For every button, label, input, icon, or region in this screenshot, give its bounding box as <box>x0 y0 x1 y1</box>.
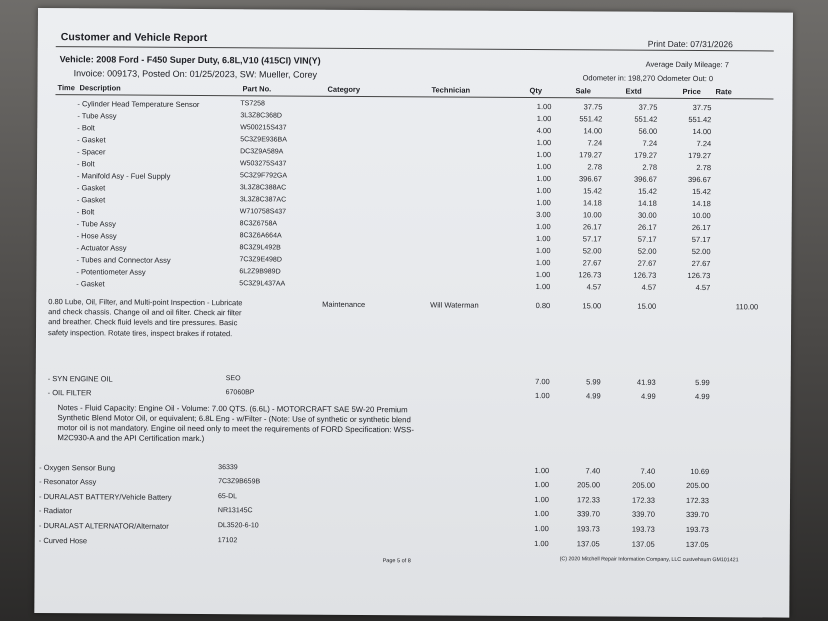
qty: 1.00 <box>536 138 552 148</box>
extended: 205.00 <box>632 480 656 490</box>
part-number: W503275S437 <box>240 160 287 168</box>
extended: 137.05 <box>631 539 655 549</box>
price: 396.67 <box>687 174 711 185</box>
fluid-notes: Notes - Fluid Capacity: Engine Oil - Volume: 7.00 QTS. (6.6L) - MOTORCRAFT SAE 5W-20 Premium Synthetic Blend Motor Oil, or equivalent; 6.8L Eng - w/Filter - (Note: Use of synthetic or synthetic blend motor oil is not mandatory. Engine oil need only to meet the requirements of FORD Specification: WSS-M2C930-A and the API Certification mark.) <box>57 403 414 444</box>
part-number: 3L3Z8C368D <box>240 112 283 120</box>
sale: 193.73 <box>576 524 600 534</box>
qty: 1.00 <box>535 391 550 401</box>
col-extd: Extd <box>625 86 642 96</box>
extended: 27.67 <box>637 258 657 268</box>
price: 52.00 <box>691 246 711 257</box>
average-mileage: Average Daily Mileage: 7 <box>645 59 729 70</box>
qty: 1.00 <box>536 114 552 124</box>
sale: 172.33 <box>577 495 601 505</box>
rate: 110.00 <box>735 302 759 312</box>
part-number: 3L3Z8C388AC <box>239 184 287 192</box>
extended: 193.73 <box>631 524 655 534</box>
part-description: - Radiator <box>38 506 72 516</box>
price: 339.70 <box>685 509 709 520</box>
price: 10.69 <box>690 466 710 477</box>
qty: 7.00 <box>535 377 550 387</box>
part-description: - Spacer <box>77 147 106 157</box>
extended: 551.42 <box>634 114 658 124</box>
report-title: Customer and Vehicle Report <box>60 31 208 45</box>
sale: 4.99 <box>586 391 601 401</box>
part-description: - Bolt <box>77 123 95 133</box>
sale: 2.78 <box>587 162 603 172</box>
labor-category: Maintenance <box>322 299 366 310</box>
extended: 15.00 <box>637 301 657 311</box>
part-number: 8C3Z6758A <box>239 220 278 228</box>
col-description: Description <box>79 83 121 93</box>
extended: 37.75 <box>638 102 658 112</box>
part-number: 17102 <box>217 537 238 545</box>
extended: 172.33 <box>632 495 656 505</box>
qty: 1.00 <box>534 495 550 505</box>
vehicle-info: Vehicle: 2008 Ford - F450 Super Duty, 6.8L,V10 (415CI) VIN(Y) <box>59 54 321 66</box>
extended: 57.17 <box>637 234 657 244</box>
extended: 30.00 <box>637 210 657 220</box>
part-number: 8C3Z6A664A <box>239 232 282 240</box>
qty: 1.00 <box>536 150 552 160</box>
part-description: - Cylinder Head Temperature Sensor <box>77 99 200 109</box>
price: 14.18 <box>692 198 711 209</box>
sale: 179.27 <box>579 150 603 160</box>
qty: 4.00 <box>536 126 552 136</box>
labor-technician: Will Waterman <box>430 300 479 310</box>
part-description: - Actuator Assy <box>76 243 127 253</box>
price: 551.42 <box>688 114 712 125</box>
sale: 7.24 <box>587 138 603 148</box>
price: 205.00 <box>686 480 710 491</box>
qty: 1.00 <box>534 480 550 490</box>
extended: 26.17 <box>637 222 657 232</box>
sale: 15.42 <box>583 186 602 196</box>
price: 172.33 <box>686 495 710 506</box>
part-number: 5C3Z9E936BA <box>240 136 287 144</box>
extended: 7.24 <box>642 138 658 148</box>
qty: 1.00 <box>534 539 549 549</box>
part-number: 5C3Z9F792GA <box>239 172 288 180</box>
part-description: - Tube Assy <box>77 111 117 121</box>
divider <box>55 94 773 99</box>
col-qty: Qty <box>529 86 543 96</box>
sale: 37.75 <box>583 102 603 112</box>
price: 4.99 <box>695 392 710 402</box>
price: 193.73 <box>685 524 709 535</box>
price: 15.42 <box>692 186 711 197</box>
part-description: - Tubes and Connector Assy <box>76 255 171 265</box>
qty: 1.00 <box>536 222 551 232</box>
part-number: 7C3Z9B659B <box>218 478 261 486</box>
price: 4.57 <box>695 283 711 293</box>
qty: 1.00 <box>534 466 550 476</box>
extended: 15.42 <box>638 186 657 196</box>
col-category: Category <box>327 84 361 94</box>
extended: 56.00 <box>638 126 658 136</box>
col-rate: Rate <box>715 87 732 97</box>
price: 14.00 <box>692 127 712 137</box>
sale: 7.40 <box>585 466 601 476</box>
labor-description: 0.80 Lube, Oil, Filter, and Multi-point Inspection - Lubricate and check chassis. Change oil and oil filter. Check air filter and breather. Check fluid levels and tire pressures. Basic safety inspection. Rotate tires, inspect brakes if rotated. <box>47 297 243 338</box>
part-number: NR13145C <box>217 507 253 515</box>
part-description: - Gasket <box>76 183 106 193</box>
sale: 4.57 <box>586 282 602 292</box>
price: 27.67 <box>691 258 711 269</box>
part-description: - Curved Hose <box>38 536 88 546</box>
col-technician: Technician <box>431 85 471 95</box>
qty: 1.00 <box>535 270 551 280</box>
col-sale: Sale <box>575 86 591 96</box>
qty: 1.00 <box>536 162 552 172</box>
part-number: 67060BP <box>225 389 255 397</box>
qty: 1.00 <box>535 258 551 268</box>
extended: 4.57 <box>641 282 657 292</box>
extended: 2.78 <box>642 162 658 172</box>
extended: 52.00 <box>637 246 657 256</box>
sale: 339.70 <box>576 509 600 519</box>
part-description: - Tube Assy <box>76 219 116 229</box>
qty: 1.00 <box>536 102 552 112</box>
sale: 57.17 <box>582 234 602 244</box>
qty: 1.00 <box>535 234 551 244</box>
part-description: - Bolt <box>77 159 95 169</box>
part-number: 7C3Z9E498D <box>239 256 282 264</box>
part-description: - Gasket <box>77 135 106 145</box>
col-time: Time <box>57 83 75 93</box>
sale: 27.67 <box>582 258 602 268</box>
qty: 3.00 <box>536 210 551 220</box>
print-date: Print Date: 07/31/2026 <box>647 38 733 50</box>
part-description: - DURALAST BATTERY/Vehicle Battery <box>38 492 172 502</box>
table-row <box>35 506 790 523</box>
sale: 205.00 <box>577 480 601 490</box>
table-row <box>35 521 790 538</box>
part-description: - OIL FILTER <box>47 388 92 398</box>
part-number: DC3Z9A589A <box>240 148 284 156</box>
table-row <box>35 477 790 494</box>
part-number: TS7258 <box>240 100 265 108</box>
price: 37.75 <box>692 103 712 113</box>
col-part-no: Part No. <box>242 84 272 94</box>
sale: 10.00 <box>582 210 602 220</box>
sale: 52.00 <box>582 246 602 256</box>
part-number: 36339 <box>218 464 238 472</box>
sale: 551.42 <box>579 114 603 124</box>
part-description: - Hose Assy <box>76 231 117 241</box>
sale: 26.17 <box>582 222 602 232</box>
part-number: 65-DL <box>217 493 238 501</box>
qty: 1.00 <box>536 186 551 196</box>
price: 26.17 <box>691 222 711 233</box>
sale: 137.05 <box>576 539 600 549</box>
sale: 396.67 <box>578 174 602 184</box>
part-description: - Oxygen Sensor Bung <box>39 463 116 473</box>
part-description: - Manifold Asy - Fuel Supply <box>76 171 171 181</box>
extended: 14.18 <box>638 198 657 208</box>
part-number: W500215S437 <box>240 124 287 132</box>
extended: 339.70 <box>631 509 655 519</box>
part-number: 5C3Z9L437AA <box>239 280 286 288</box>
qty: 1.00 <box>534 509 549 519</box>
extended: 179.27 <box>634 150 658 160</box>
extended: 396.67 <box>633 174 657 184</box>
part-number: 8C3Z9L492B <box>239 244 281 252</box>
price: 57.17 <box>691 234 711 245</box>
part-number: SEO <box>225 375 241 383</box>
copyright: (C) 2020 Mitchell Repair Information Company, LLC custvehsum GM101421 <box>559 556 739 564</box>
table-row <box>36 388 791 405</box>
qty: 1.00 <box>534 524 549 534</box>
extended: 126.73 <box>633 270 657 280</box>
part-number: 6L2Z9B989D <box>239 268 281 276</box>
qty: 1.00 <box>536 198 551 208</box>
price: 126.73 <box>687 270 711 281</box>
qty: 1.00 <box>535 282 551 292</box>
price: 137.05 <box>685 539 709 550</box>
price: 5.99 <box>695 378 710 388</box>
extended: 41.93 <box>636 377 656 387</box>
price: 10.00 <box>691 210 711 221</box>
sale: 14.00 <box>583 126 603 136</box>
sale: 5.99 <box>586 377 601 387</box>
price: 2.78 <box>696 163 712 173</box>
part-number: 3L3Z8C387AC <box>239 196 287 204</box>
qty: 1.00 <box>536 174 551 184</box>
extended: 4.99 <box>641 391 656 401</box>
part-description: - SYN ENGINE OIL <box>47 374 113 384</box>
price: 7.24 <box>696 139 712 149</box>
sale: 14.18 <box>583 198 602 208</box>
part-description: - DURALAST ALTERNATOR/Alternator <box>38 521 169 531</box>
qty: 0.80 <box>535 301 551 311</box>
invoice-line: Invoice: 009173, Posted On: 01/25/2023, SW: Mueller, Corey <box>73 68 318 80</box>
report-page <box>34 8 793 618</box>
sale: 126.73 <box>578 270 602 280</box>
odometer: Odometer in: 198,270 Odometer Out: 0 <box>582 73 714 84</box>
qty: 1.00 <box>535 246 551 256</box>
price: 179.27 <box>688 150 712 161</box>
page-number: Page 5 of 8 <box>382 558 411 565</box>
col-price: Price <box>682 86 701 97</box>
part-description: - Bolt <box>76 207 95 217</box>
extended: 7.40 <box>640 466 656 476</box>
part-description: - Gasket <box>76 279 105 289</box>
table-row <box>35 536 790 553</box>
sale: 15.00 <box>582 301 602 311</box>
part-number: W710758S437 <box>239 208 287 216</box>
part-description: - Gasket <box>76 195 106 205</box>
part-description: - Potentiometer Assy <box>76 267 146 277</box>
part-description: - Resonator Assy <box>39 477 97 487</box>
part-number: DL3520-6-10 <box>217 522 259 530</box>
